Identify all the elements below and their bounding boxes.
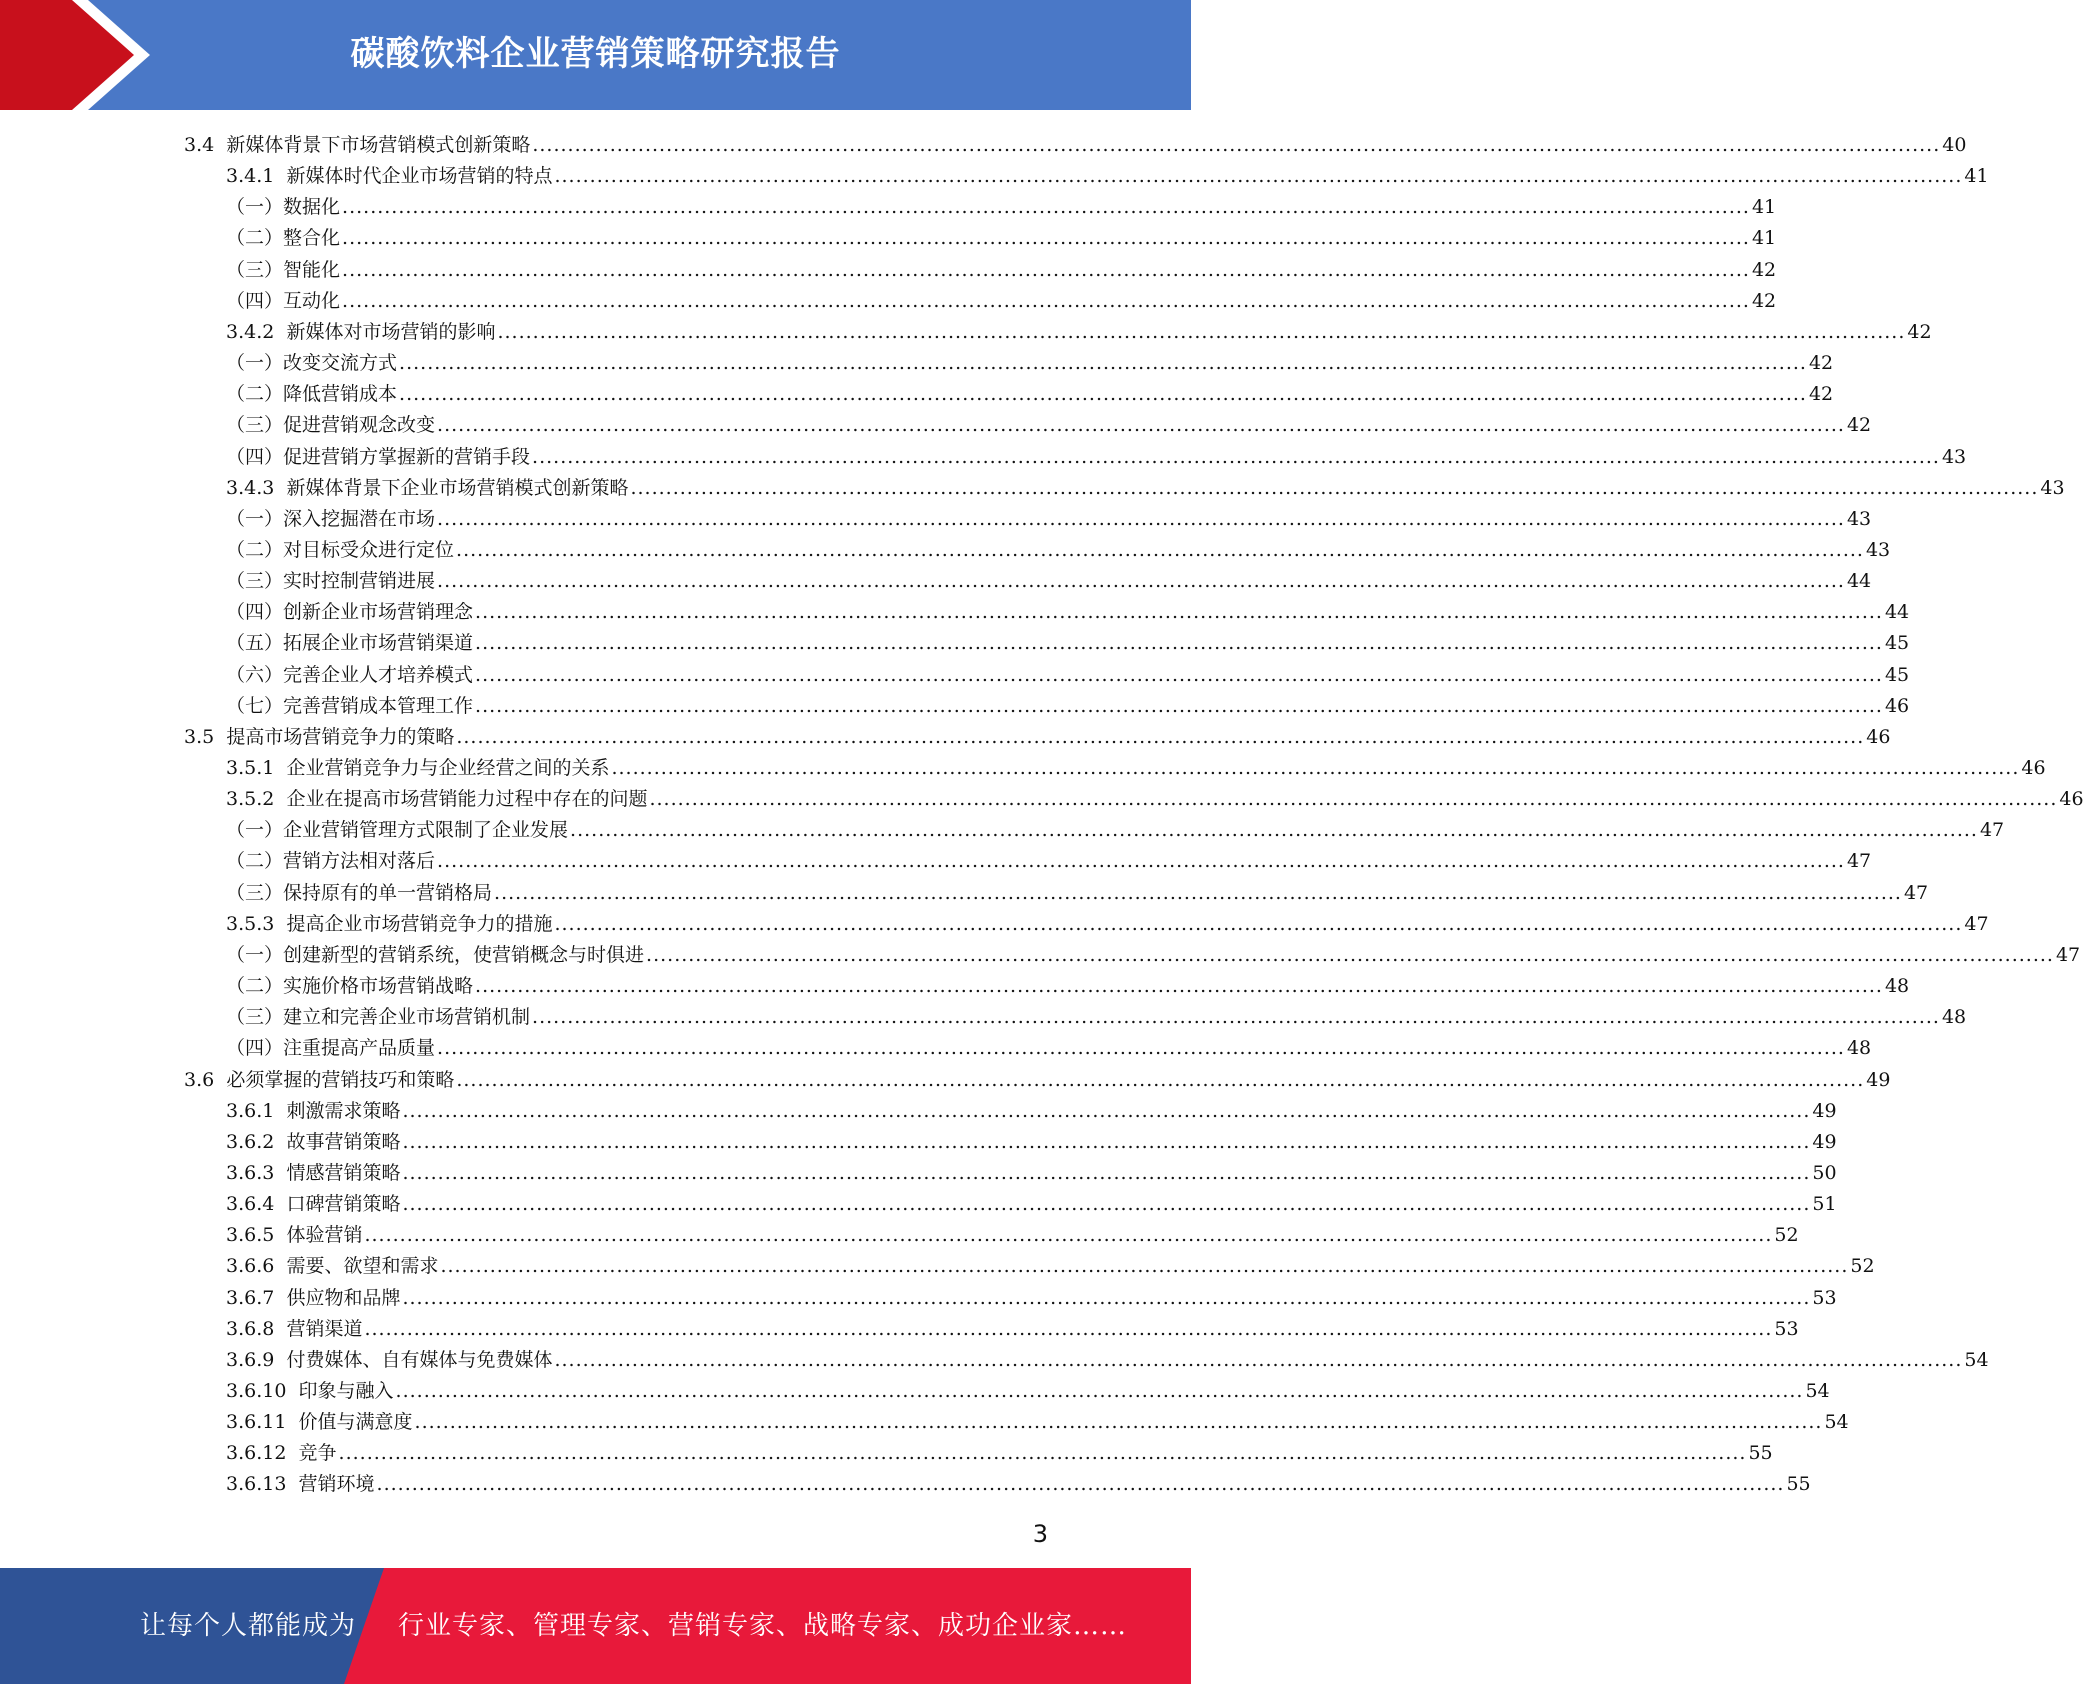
toc-entry[interactable]: [226, 442, 1967, 472]
toc-entry[interactable]: [226, 255, 1777, 285]
toc-dot-leader: ........................................................................................................................................................................................................: [456, 1068, 1865, 1091]
toc-entry[interactable]: [226, 1469, 1811, 1499]
toc-entry-title: 故事营销策略: [286, 1130, 401, 1153]
toc-dot-leader: ........................................................................................................................................................................................................: [437, 507, 1845, 530]
toc-dot-leader: ........................................................................................................................................................................................................: [475, 601, 1883, 624]
toc-dot-leader: ........................................................................................................................................................................................................: [338, 1442, 1747, 1465]
toc-entry-page: 51: [1812, 1193, 1837, 1216]
toc-entry-page: 48: [1941, 1006, 1967, 1029]
toc-entry[interactable]: [226, 878, 1929, 908]
toc-entry[interactable]: [226, 1407, 1849, 1437]
toc-dot-leader: ........................................................................................................................................................................................................: [475, 975, 1883, 998]
toc-entry[interactable]: [226, 597, 1910, 627]
toc-entry-number: 3.6.11: [226, 1411, 287, 1434]
toc-entry[interactable]: [184, 1065, 1891, 1095]
toc-entry-title: 企业营销竞争力与企业经营之间的关系: [286, 757, 610, 779]
toc-entry-page: 43: [1865, 538, 1891, 561]
toc-entry[interactable]: [226, 660, 1910, 690]
toc-dot-leader: ........................................................................................................................................................................................................: [402, 1130, 1811, 1153]
toc-dot-leader: ........................................................................................................................................................................................................: [554, 165, 1963, 188]
toc-dot-leader: ........................................................................................................................................................................................................: [649, 788, 2058, 811]
toc-entry-number: （三）: [226, 414, 284, 437]
toc-entry-page: 54: [1964, 1348, 1989, 1371]
toc-entry-number: 3.5.2: [226, 788, 275, 811]
toc-dot-leader: ........................................................................................................................................................................................................: [532, 1006, 1940, 1029]
toc-entry-page: 47: [1964, 912, 1989, 935]
toc-entry-page: 44: [1884, 601, 1910, 624]
toc-entry-separator: [274, 753, 286, 783]
toc-entry-number: 3.4: [184, 134, 215, 156]
toc-entry-title: 深入挖掘潜在市场: [283, 507, 436, 530]
toc-dot-leader: ........................................................................................................................................................................................................: [402, 1099, 1811, 1122]
toc-dot-leader: ........................................................................................................................................................................................................: [376, 1473, 1785, 1496]
toc-entry-page: 49: [1812, 1099, 1837, 1122]
toc-entry-separator: [274, 1345, 286, 1375]
toc-entry-number: 3.4.2: [226, 320, 275, 343]
toc-entry[interactable]: [226, 1251, 1875, 1281]
toc-entry-title: 付费媒体、自有媒体与免费媒体: [286, 1348, 553, 1371]
toc-entry-number: 3.6.9: [226, 1348, 275, 1371]
toc-entry-title: 整合化: [283, 227, 341, 250]
toc-entry[interactable]: [226, 192, 1777, 222]
toc-dot-leader: ........................................................................................................................................................................................................: [611, 757, 2020, 779]
toc-entry-title: 提高企业市场营销竞争力的措施: [286, 912, 553, 935]
toc-entry-page: 41: [1751, 227, 1777, 250]
toc-entry-page: 46: [2059, 788, 2084, 811]
toc-entry-number: 3.5.3: [226, 912, 275, 935]
toc-entry-page: 48: [1884, 975, 1910, 998]
toc-entry-title: 印象与融入: [298, 1380, 394, 1402]
toc-entry-page: 41: [1964, 165, 1989, 188]
toc-dot-leader: ........................................................................................................................................................................................................: [497, 320, 1906, 343]
toc-dot-leader: ........................................................................................................................................................................................................: [437, 414, 1845, 437]
toc-entry-separator: [274, 909, 286, 939]
toc-entry-number: （一）: [226, 196, 284, 219]
toc-dot-leader: ........................................................................................................................................................................................................: [437, 570, 1845, 593]
toc-entry-number: 3.6.10: [226, 1380, 287, 1402]
toc-entry-number: （三）: [226, 1006, 284, 1029]
toc-entry-page: 46: [1866, 725, 1891, 748]
toc-entry-number: （三）: [226, 258, 284, 281]
toc-entry-number: （四）: [226, 445, 284, 468]
toc-entry-title: 新媒体对市场营销的影响: [286, 320, 496, 343]
toc-entry-number: 3.6.1: [226, 1099, 275, 1122]
toc-entry[interactable]: [226, 1220, 1799, 1250]
toc-entry-page: 47: [1903, 881, 1929, 904]
toc-dot-leader: ........................................................................................................................................................................................................: [440, 1255, 1849, 1278]
toc-entry-page: 47: [1846, 850, 1872, 873]
toc-entry[interactable]: [226, 1189, 1837, 1219]
toc-entry-title: 营销渠道: [286, 1317, 363, 1340]
toc-entry-number: （一）: [226, 819, 284, 842]
toc-entry-page: 45: [1884, 632, 1910, 655]
toc-entry-number: （二）: [226, 538, 284, 561]
toc-entry[interactable]: [226, 223, 1777, 253]
toc-entry[interactable]: [226, 691, 1910, 721]
toc-entry[interactable]: [226, 410, 1872, 440]
toc-dot-leader: ........................................................................................................................................................................................................: [532, 134, 1941, 156]
toc-entry-page: 47: [2055, 943, 2081, 966]
toc-entry-page: 54: [1805, 1380, 1830, 1402]
toc-dot-leader: ........................................................................................................................................................................................................: [402, 1161, 1811, 1184]
toc-entry-number: （四）: [226, 1037, 284, 1060]
toc-entry-number: 3.4.3: [226, 476, 275, 499]
toc-entry-number: （四）: [226, 601, 284, 624]
toc-entry-number: 3.6.5: [226, 1224, 275, 1247]
toc-entry-title: 必须掌握的营销技巧和策略: [226, 1068, 455, 1091]
toc-dot-leader: ........................................................................................................................................................................................................: [554, 1348, 1963, 1371]
toc-dot-leader: ........................................................................................................................................................................................................: [342, 227, 1750, 250]
toc-entry-title: 营销环境: [298, 1473, 375, 1496]
toc-entry[interactable]: [226, 379, 1834, 409]
toc-dot-leader: ........................................................................................................................................................................................................: [437, 850, 1845, 873]
toc-entry-page: 48: [1846, 1037, 1872, 1060]
toc-entry-separator: [274, 161, 286, 191]
report-header: [0, 0, 1191, 110]
toc-dot-leader: ........................................................................................................................................................................................................: [475, 632, 1883, 655]
toc-dot-leader: ........................................................................................................................................................................................................: [494, 881, 1902, 904]
toc-dot-leader: ........................................................................................................................................................................................................: [554, 912, 1963, 935]
toc-dot-leader: ........................................................................................................................................................................................................: [456, 725, 1865, 748]
toc-entry[interactable]: [226, 286, 1777, 316]
toc-entry-title: 体验营销: [286, 1224, 363, 1247]
toc-entry[interactable]: [226, 1376, 1830, 1406]
toc-entry[interactable]: [226, 473, 2065, 503]
toc-entry-separator: [214, 722, 226, 752]
toc-entry[interactable]: [226, 1033, 1872, 1063]
toc-entry-title: 新媒体背景下企业市场营销模式创新策略: [286, 476, 629, 499]
toc-entry-number: （一）: [226, 352, 284, 375]
toc-entry-number: 3.6.3: [226, 1161, 275, 1184]
toc-entry[interactable]: [226, 1314, 1799, 1344]
toc-entry-number: 3.6.6: [226, 1255, 275, 1278]
toc-entry-separator: [286, 1376, 298, 1406]
toc-entry-title: 拓展企业市场营销渠道: [283, 632, 474, 655]
toc-entry-number: （六）: [226, 663, 284, 686]
toc-entry-title: 新媒体背景下市场营销模式创新策略: [226, 134, 531, 156]
toc-entry-page: 50: [1812, 1161, 1837, 1184]
toc-dot-leader: ........................................................................................................................................................................................................: [399, 383, 1807, 406]
toc-entry-separator: [214, 1065, 226, 1095]
toc-entry-page: 55: [1748, 1442, 1773, 1465]
toc-entry-number: （七）: [226, 694, 284, 717]
toc-entry-number: （二）: [226, 383, 284, 406]
toc-entry-title: 新媒体时代企业市场营销的特点: [286, 165, 553, 188]
toc-entry-separator: [214, 130, 226, 160]
toc-entry-separator: [274, 1251, 286, 1281]
report-title: 碳酸饮料企业营销策略研究报告: [350, 34, 841, 74]
toc-dot-leader: ........................................................................................................................................................................................................: [456, 538, 1864, 561]
toc-entry-title: 实时控制营销进展: [283, 570, 436, 593]
toc-entry-separator: [286, 1469, 298, 1499]
toc-entry-number: （二）: [226, 850, 284, 873]
toc-entry-title: 完善企业人才培养模式: [283, 663, 474, 686]
toc-entry-title: 企业在提高市场营销能力过程中存在的问题: [286, 788, 648, 811]
toc-entry-number: （五）: [226, 632, 284, 655]
toc-entry-separator: [274, 1189, 286, 1219]
toc-entry-separator: [286, 1407, 298, 1437]
toc-entry-title: 口碑营销策略: [286, 1193, 401, 1216]
toc-entry-page: 42: [1808, 383, 1834, 406]
toc-entry-title: 提高市场营销竞争力的策略: [226, 725, 455, 748]
toc-entry[interactable]: [184, 130, 1967, 160]
toc-dot-leader: ........................................................................................................................................................................................................: [437, 1037, 1845, 1060]
toc-dot-leader: ........................................................................................................................................................................................................: [402, 1286, 1811, 1309]
toc-entry-separator: [274, 1096, 286, 1126]
toc-dot-leader: ........................................................................................................................................................................................................: [364, 1224, 1773, 1247]
toc-entry-title: 情感营销策略: [286, 1161, 401, 1184]
toc-entry-title: 创建新型的营销系统，使营销概念与时俱进: [283, 943, 645, 966]
toc-entry-page: 53: [1774, 1317, 1799, 1340]
toc-entry[interactable]: [226, 815, 2005, 845]
toc-entry-separator: [274, 1314, 286, 1344]
toc-entry-number: 3.5.1: [226, 757, 275, 779]
toc-entry[interactable]: [226, 161, 1989, 191]
toc-entry[interactable]: [226, 1345, 1989, 1375]
toc-entry-page: 46: [2021, 757, 2046, 779]
footer-slogan-left: 让每个人都能成为: [140, 1611, 357, 1641]
toc-entry-number: 3.6.8: [226, 1317, 275, 1340]
toc-entry-page: 42: [1846, 414, 1872, 437]
toc-entry-number: （二）: [226, 227, 284, 250]
toc-entry-page: 52: [1850, 1255, 1875, 1278]
toc-entry[interactable]: [226, 1158, 1837, 1188]
toc-entry-page: 42: [1751, 289, 1777, 312]
footer-slogan-right: 行业专家、管理专家、营销专家、战略专家、成功企业家……: [398, 1611, 1128, 1641]
toc-entry[interactable]: [226, 1002, 1967, 1032]
toc-entry-separator: [274, 1158, 286, 1188]
toc-entry[interactable]: [226, 1127, 1837, 1157]
toc-entry-page: 53: [1812, 1286, 1837, 1309]
toc-dot-leader: ........................................................................................................................................................................................................: [414, 1411, 1823, 1434]
toc-entry-page: 42: [1808, 352, 1834, 375]
toc-dot-leader: ........................................................................................................................................................................................................: [395, 1380, 1804, 1402]
toc-entry[interactable]: [226, 1438, 1773, 1468]
toc-entry-page: 41: [1751, 196, 1777, 219]
toc-dot-leader: ........................................................................................................................................................................................................: [532, 445, 1940, 468]
toc-entry-separator: [274, 1283, 286, 1313]
toc-entry-title: 刺激需求策略: [286, 1099, 401, 1122]
toc-dot-leader: ........................................................................................................................................................................................................: [364, 1317, 1773, 1340]
toc-entry-title: 保持原有的单一营销格局: [283, 881, 493, 904]
toc-entry-separator: [274, 317, 286, 347]
page-number: 3: [1032, 1520, 1048, 1548]
toc-entry[interactable]: [226, 909, 1989, 939]
toc-entry-title: 供应物和品牌: [286, 1286, 401, 1309]
toc-entry-number: 3.6.7: [226, 1286, 275, 1309]
toc-entry-title: 需要、欲望和需求: [286, 1255, 439, 1278]
toc-entry-page: 43: [1941, 445, 1967, 468]
toc-dot-leader: ........................................................................................................................................................................................................: [475, 694, 1883, 717]
toc-entry-page: 47: [1979, 819, 2005, 842]
toc-entry-page: 54: [1824, 1411, 1849, 1434]
toc-entry-title: 实施价格市场营销战略: [283, 975, 474, 998]
toc-entry-separator: [286, 1438, 298, 1468]
toc-entry-number: 3.5: [184, 725, 215, 748]
toc-entry[interactable]: [226, 504, 1872, 534]
toc-entry-title: 智能化: [283, 258, 341, 281]
toc-entry-page: 49: [1812, 1130, 1837, 1153]
toc-entry[interactable]: [226, 1096, 1837, 1126]
toc-entry-title: 促进营销方掌握新的营销手段: [283, 445, 531, 468]
toc-entry-title: 竞争: [298, 1442, 337, 1465]
toc-entry-page: 42: [1751, 258, 1777, 281]
toc-entry-number: （一）: [226, 507, 284, 530]
toc-dot-leader: ........................................................................................................................................................................................................: [399, 352, 1807, 375]
toc-entry-page: 40: [1942, 134, 1967, 156]
toc-entry-separator: [274, 1220, 286, 1250]
toc-entry[interactable]: [226, 940, 2081, 970]
toc-dot-leader: ........................................................................................................................................................................................................: [342, 289, 1750, 312]
toc-entry-title: 改变交流方式: [283, 352, 398, 375]
toc-entry-number: （二）: [226, 975, 284, 998]
toc-entry-title: 完善营销成本管理工作: [283, 694, 474, 717]
toc-entry[interactable]: [226, 317, 1932, 347]
toc-entry-separator: [274, 1127, 286, 1157]
toc-entry-title: 对目标受众进行定位: [283, 538, 455, 561]
toc-entry[interactable]: [226, 1283, 1837, 1313]
toc-entry-title: 促进营销观念改变: [283, 414, 436, 437]
toc-entry[interactable]: [226, 846, 1872, 876]
toc-entry-page: 42: [1907, 320, 1932, 343]
toc-dot-leader: ........................................................................................................................................................................................................: [402, 1193, 1811, 1216]
toc-entry-title: 降低营销成本: [283, 383, 398, 406]
toc-entry-separator: [274, 473, 286, 503]
toc-entry-number: （一）: [226, 943, 284, 966]
toc-dot-leader: ........................................................................................................................................................................................................: [342, 258, 1750, 281]
toc-entry-title: 注重提高产品质量: [283, 1037, 436, 1060]
toc-dot-leader: ........................................................................................................................................................................................................: [342, 196, 1750, 219]
toc-entry-number: （三）: [226, 570, 284, 593]
toc-entry-page: 45: [1884, 663, 1910, 686]
toc-entry-number: （四）: [226, 289, 284, 312]
toc-entry[interactable]: [226, 535, 1891, 565]
toc-entry-title: 价值与满意度: [298, 1411, 413, 1434]
toc-entry-number: 3.6.13: [226, 1473, 287, 1496]
toc-entry-page: 44: [1846, 570, 1872, 593]
toc-dot-leader: ........................................................................................................................................................................................................: [570, 819, 1978, 842]
toc-entry-number: 3.4.1: [226, 165, 275, 188]
toc-entry-page: 55: [1786, 1473, 1811, 1496]
toc-entry-page: 52: [1774, 1224, 1799, 1247]
toc-entry[interactable]: [226, 628, 1910, 658]
footer-banner: [0, 1568, 1191, 1684]
toc-entry-separator: [274, 784, 286, 814]
toc-entry[interactable]: [226, 753, 2046, 783]
toc-entry[interactable]: [226, 784, 2084, 814]
toc-entry[interactable]: [226, 971, 1910, 1001]
toc-entry-title: 建立和完善企业市场营销机制: [283, 1006, 531, 1029]
toc-entry-number: 3.6.12: [226, 1442, 287, 1465]
toc-entry-page: 43: [2040, 476, 2065, 499]
toc-entry-page: 46: [1884, 694, 1910, 717]
toc-entry-number: 3.6.4: [226, 1193, 275, 1216]
toc-entry[interactable]: [184, 722, 1891, 752]
toc-entry-number: 3.6.2: [226, 1130, 275, 1153]
toc-entry-number: 3.6: [184, 1068, 215, 1091]
toc-dot-leader: ........................................................................................................................................................................................................: [630, 476, 2039, 499]
toc-dot-leader: ........................................................................................................................................................................................................: [475, 663, 1883, 686]
toc-entry-page: 49: [1866, 1068, 1891, 1091]
toc-entry-number: （三）: [226, 881, 284, 904]
toc-entry-title: 数据化: [283, 196, 341, 219]
toc-entry-title: 企业营销管理方式限制了企业发展: [283, 819, 569, 842]
toc-entry[interactable]: [226, 566, 1872, 596]
toc-entry-title: 创新企业市场营销理念: [283, 601, 474, 624]
toc-entry-title: 营销方法相对落后: [283, 850, 436, 873]
toc-entry-page: 43: [1846, 507, 1872, 530]
toc-dot-leader: ........................................................................................................................................................................................................: [646, 943, 2054, 966]
toc-entry[interactable]: [226, 348, 1834, 378]
toc-entry-title: 互动化: [283, 289, 341, 312]
